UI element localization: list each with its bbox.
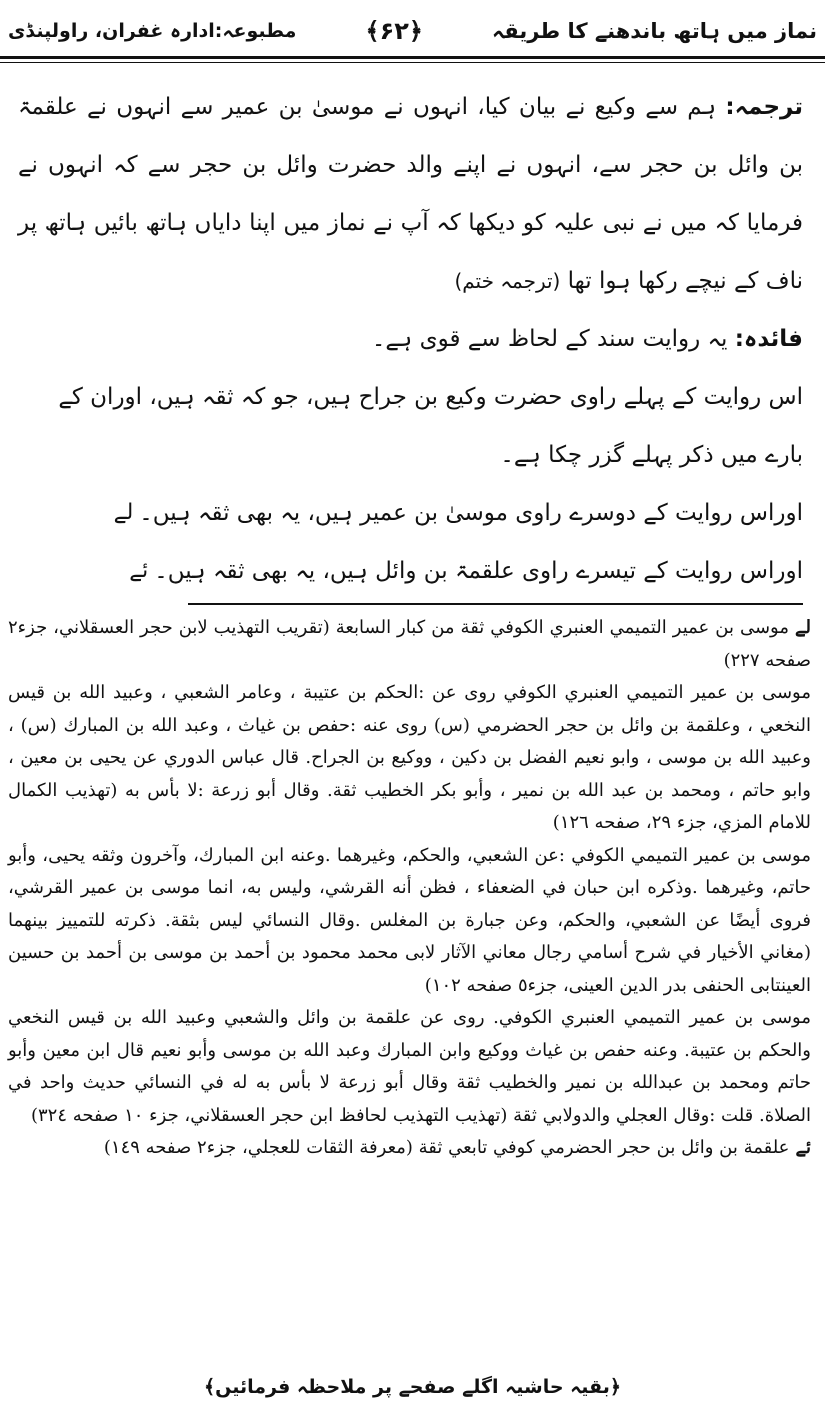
translation-end-note: (ترجمہ ختم) bbox=[454, 269, 561, 293]
footnote-text: موسى بن عمير التميمي العنبري الكوفي روى عن :الحكم بن عتيبة ، وعامر الشعبي ، وعبيد الله بن قيس النخعي ، وعلقمة بن وائل بن حجر الحضرمي (س) روى عنه :حفص بن غياث ، وعبد الله بن المبارك (س) ، وعبيد الله بن موسى ، وابو نعيم الفضل بن دكين ، ووكيع بن الجراح. قال عباس الدوري عن يحيى بن معين ، وابو حاتم ، ومحمد بن عبد الله بن نمير ، وأبو بكر الخطيب ثقة. وقال أبو زرعة :لا بأس به (تهذيب الكمال للامام المزي، جزء ٢٩، صفحه ١٢٦) bbox=[8, 682, 811, 833]
footnote-separator bbox=[188, 603, 803, 605]
footnote-marker: لے bbox=[794, 617, 811, 638]
footnote-marker: ئے bbox=[129, 558, 149, 583]
narrator-paragraph: اس روایت کے پہلے راوی حضرت وکیع بن جراح ہیں، جو کہ ثقہ ہیں، اوران کے بارے میں ذکر پہلے گزر چکا ہے۔ bbox=[58, 384, 803, 468]
footnote-text: موسى بن عمير التميمي الكوفي :عن الشعبي، والحكم، وغيرهما .وعنه ابن المبارك، وآخرون وثقه يحيى، وأبو حاتم، وغيرهما .وذكره ابن حبان في الضعفاء ، فظن أنه القرشي، وليس به، انما موسى بن عمير القرشي، فروى أيضًا عن الشعبي، والحكم، وعن جبارة بن المغلس .وقال النسائي ليس بثقة. ذكرته للتمييز بينهما (مغاني الأخيار في شرح أسامي رجال معاني الآثار لابى محمد محمود بن أحمد بن موسى بن أحمد بن حسين العينتابى الحنفى بدر الدين العينى، جزء٥ صفحه ١٠٢) bbox=[8, 844, 811, 996]
publisher-line: مطبوعہ:ادارہ غفران، راولپنڈی bbox=[8, 20, 297, 42]
translation-label: ترجمہ: bbox=[725, 94, 803, 120]
page-header bbox=[8, 8, 817, 54]
footnote-text: موسى بن عمير التميمي العنبري الكوفي ثقة من كبار السابعة (تقريب التهذيب لابن حجر العسقلاني، جزء٢ صفحه ٢٢٧) bbox=[8, 617, 811, 671]
translation-paragraph bbox=[18, 78, 803, 310]
footnotes bbox=[8, 612, 811, 1165]
header-rule-thin bbox=[0, 62, 825, 63]
narrator-line-text: اوراس روایت کے دوسرے راوی موسیٰ بن عمیر ہیں، یہ بھی ثقہ ہیں۔ bbox=[139, 500, 803, 526]
footnote-entry bbox=[8, 677, 811, 840]
translation-text: ہم سے وکیع نے بیان کیا، انہوں نے موسیٰ بن عمیر سے انہوں نے علقمۃ بن وائل بن حجر سے، انہوں نے اپنے والد حضرت وائل بن حجر سے کہ انہوں نے فرمایا کہ میں نے نبی علیہ کو دیکھا کہ آپ نے نماز میں اپنا دایاں ہاتھ بائیں ہاتھ پر ناف کے نیچے رکھا ہوا تھا bbox=[18, 94, 803, 294]
narrator-line-2 bbox=[18, 484, 803, 542]
faida-paragraph bbox=[18, 310, 803, 368]
footnote-text: علقمة بن وائل بن حجر الحضرمي كوفي تابعي ثقة (معرفة الثقات للعجلي، جزء٢ صفحه ١٤٩) bbox=[103, 1137, 790, 1158]
footnote-marker: لے bbox=[113, 500, 134, 525]
continuation-note: ﴿بقیہ حاشیہ اگلے صفحے پر ملاحظہ فرمائیں﴾ bbox=[204, 1376, 621, 1398]
footnote-entry bbox=[8, 1132, 811, 1165]
page-number: ﴿۶۲﴾ bbox=[365, 17, 423, 45]
narrator-line-3 bbox=[18, 542, 803, 600]
narrator-line-text: اوراس روایت کے تیسرے راوی علقمۃ بن وائل ہیں، یہ بھی ثقہ ہیں۔ bbox=[154, 558, 803, 584]
book-title: نماز میں ہاتھ باندھنے کا طریقہ bbox=[492, 19, 817, 43]
header-rule-thick bbox=[0, 56, 825, 59]
faida-text: یہ روایت سند کے لحاظ سے قوی ہے۔ bbox=[371, 326, 728, 352]
faida-label: فائدہ: bbox=[734, 326, 803, 352]
footnote-entry bbox=[8, 840, 811, 1003]
main-text bbox=[18, 78, 803, 600]
footnote-entry bbox=[8, 612, 811, 677]
footnote-entry bbox=[8, 1002, 811, 1132]
footnote-text: موسى بن عمير التميمي العنبري الكوفي. روى عن علقمة بن وائل والشعبي وعبيد الله بن قيس النخعي والحكم بن عتيبة. وعنه حفص بن غياث ووكيع وابن المبارك وعبد الله بن موسى وأبو نعيم قال ابن معين وأبو حاتم ومحمد بن عبدالله بن نمير والخطيب ثقة وقال أبو زرعة لا بأس به له في النسائي حديث واحد في الصلاة. قلت :وقال العجلي والدولابي ثقة (تهذيب التهذيب لحافظ ابن حجر العسقلاني، جزء ١٠ صفحه ٣٢٤) bbox=[8, 1007, 811, 1126]
footnote-marker: ئے bbox=[795, 1137, 811, 1158]
